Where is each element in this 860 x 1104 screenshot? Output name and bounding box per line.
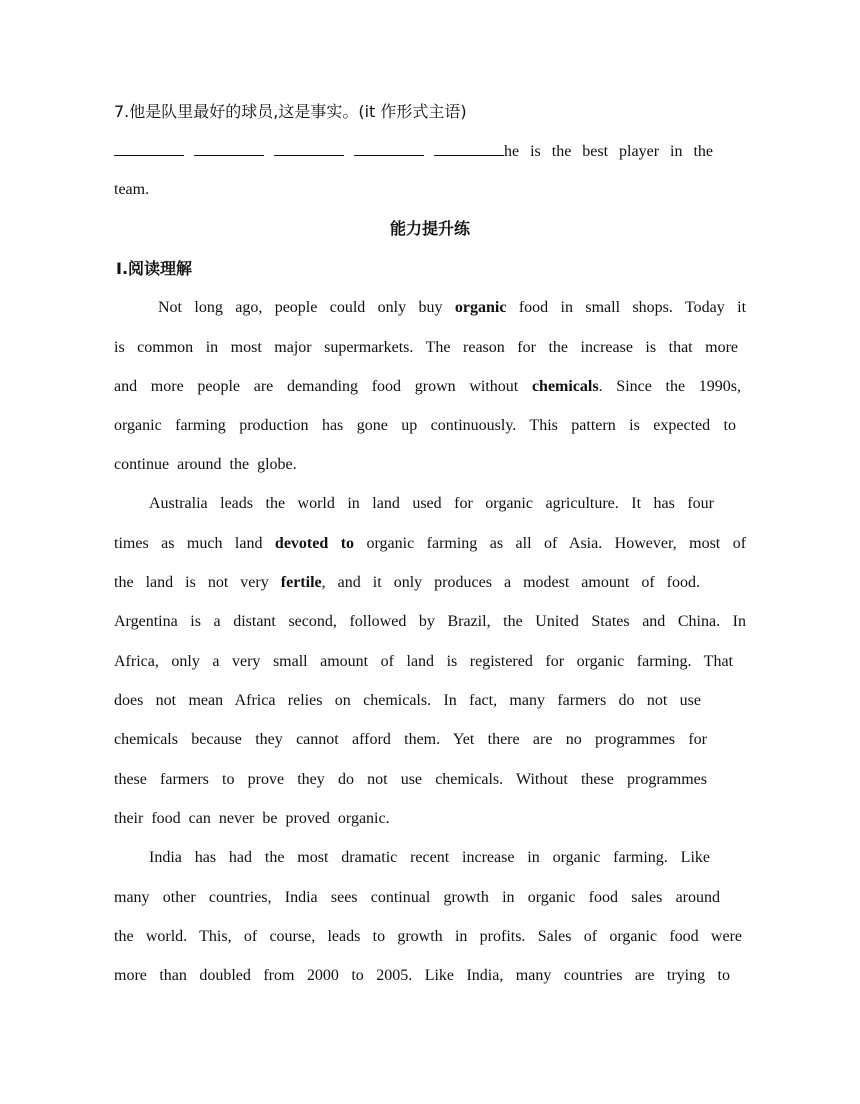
answer-blank-2[interactable] [194, 141, 264, 156]
question-7-text: 7.他是队里最好的球员,这是事实。(it 作形式主语) [114, 102, 467, 121]
keyword-fertile: fertile [280, 574, 322, 591]
answer-blank-4[interactable] [354, 141, 424, 156]
question-7-prompt [114, 102, 467, 123]
question-7-answer-line [114, 141, 713, 162]
passage-p3-line-4: more than doubled from 2000 to 2005. Like India, many countries are trying to [114, 967, 730, 984]
passage-p2-line-9: their food can never be proved organic. [114, 810, 390, 827]
passage-p1-line-4: organic farming production has gone up continuously. This pattern is expected to [114, 417, 736, 434]
text-run: and more people are demanding food grown without [114, 378, 519, 395]
question-7-answer-tail: he is the best player in the [504, 143, 713, 160]
passage-p2-line-7: chemicals because they cannot afford them. Yet there are no programmes for [114, 731, 707, 748]
passage-p2-line-2 [114, 534, 746, 554]
text-run: times as much land [114, 535, 263, 552]
answer-blank-5[interactable] [434, 141, 504, 156]
keyword-devoted-to: devoted to [274, 535, 355, 552]
text-run: , and it only produces a modest amount of food. [321, 574, 700, 591]
passage-p1-line-5: continue around the globe. [114, 456, 297, 473]
passage-p3-line-2: many other countries, India sees continual growth in organic food sales around [114, 889, 720, 906]
passage-p3-line-3: the world. This, of course, leads to growth in profits. Sales of organic food were [114, 928, 742, 945]
passage-p1-line-1 [158, 298, 746, 318]
question-7-continuation: team. [114, 181, 150, 198]
text-run: . Since the 1990s, [598, 378, 742, 395]
passage-p2-line-6: does not mean Africa relies on chemicals. In fact, many farmers do not use [114, 692, 701, 709]
passage-p2-line-8: these farmers to prove they do not use chemicals. Without these programmes [114, 771, 707, 788]
text-run: organic farming as all of Asia. However, most of [366, 535, 747, 552]
passage-p2-line-1: Australia leads the world in land used for organic agriculture. It has four [149, 495, 714, 512]
passage-p2-line-4: Argentina is a distant second, followed by Brazil, the United States and China. In [114, 613, 746, 630]
text-run: Not long ago, people could only buy [158, 299, 443, 316]
keyword-chemicals: chemicals [531, 378, 599, 395]
section-title: 能力提升练 [389, 219, 470, 238]
text-run: food in small shops. Today it [518, 299, 747, 316]
passage-p2-line-3 [114, 573, 700, 593]
passage-p1-line-2: is common in most major supermarkets. The reason for the increase is that more [114, 339, 738, 356]
text-run: the land is not very [114, 574, 269, 591]
keyword-organic: organic [454, 299, 507, 316]
passage-p2-line-5: Africa, only a very small amount of land is registered for organic farming. That [114, 653, 733, 670]
answer-blank-1[interactable] [114, 141, 184, 156]
section-subtitle: Ⅰ.阅读理解 [116, 259, 193, 278]
answer-blank-3[interactable] [274, 141, 344, 156]
passage-p1-line-3 [114, 377, 741, 397]
passage-p3-line-1: India has had the most dramatic recent increase in organic farming. Like [149, 849, 710, 866]
